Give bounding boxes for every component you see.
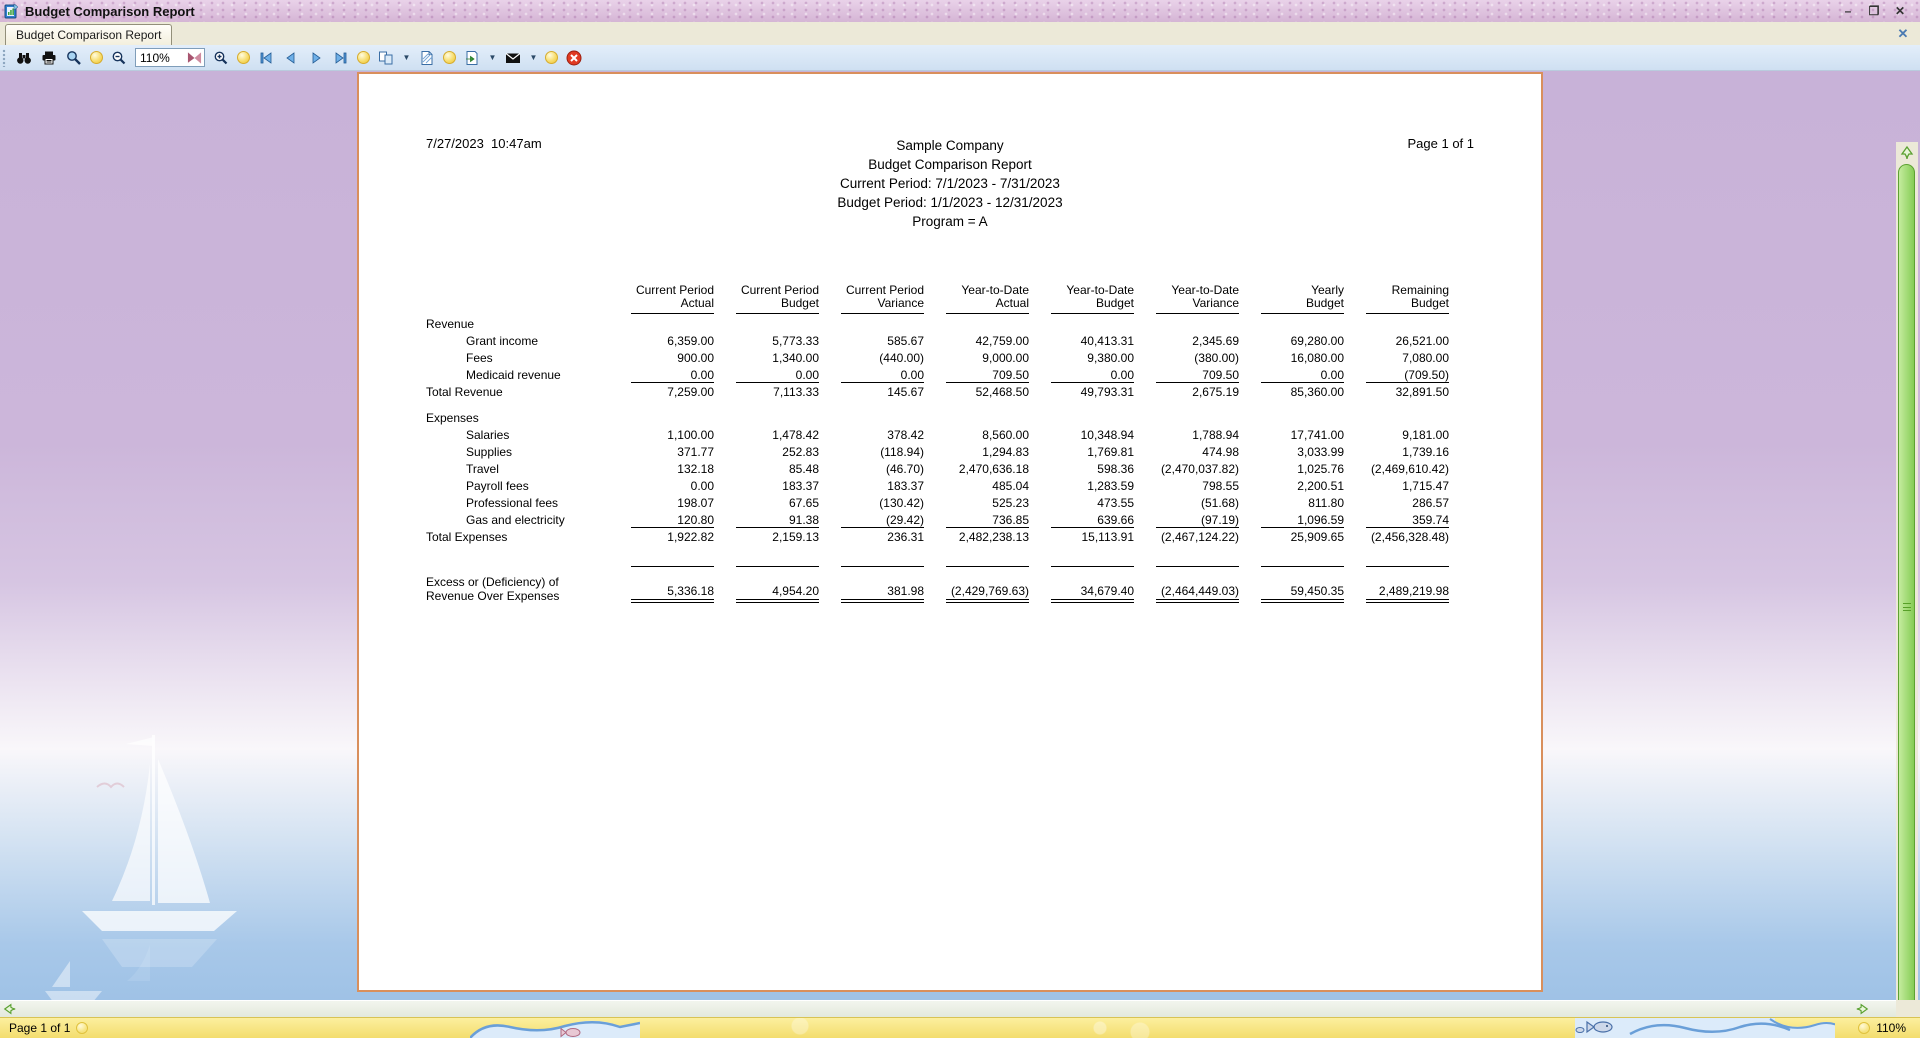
first-page-icon [258,50,274,66]
item-row [426,348,1449,365]
cell-value: 2,200.51 [1297,479,1344,493]
binoculars-icon [16,50,32,66]
cell-value: 9,181.00 [1402,428,1449,442]
column-header: Remaining Budget [1344,270,1449,314]
small-boat-decoration [40,959,110,1000]
cell-value: (118.94) [880,445,924,459]
report-program-filter: Program = A [912,214,988,229]
row-label: Fees [466,351,493,365]
envelope-icon [505,50,521,66]
cell-value: (2,469,610.42) [1370,462,1449,476]
total-value: 145.67 [819,382,924,399]
cell-value: 1,025.76 [1297,462,1344,476]
vertical-scrollbar[interactable] [1896,142,1918,1000]
cell-value: 709.50 [992,368,1029,382]
cell-value: 8,560.00 [982,428,1029,442]
cell-value: 1,478.42 [772,428,819,442]
grand-total-value: (2,464,449.03) [1134,566,1239,603]
cell-value: 378.42 [887,428,924,442]
cell-value: (97.19) [1200,513,1239,527]
column-header: Yearly Budget [1239,270,1344,314]
magnifier-minus-icon [111,50,127,66]
total-value: 32,891.50 [1344,382,1449,399]
item-row [426,476,1449,493]
magnifier-plus-icon [213,50,229,66]
cell-value: (130.42) [879,496,924,510]
email-caret-icon[interactable]: ▼ [529,53,538,62]
cell-value: 91.38 [788,513,819,527]
section-label: Expenses [426,411,479,425]
cell-value: 2,345.69 [1192,334,1239,348]
report-title: Budget Comparison Report [868,157,1032,172]
row-label: Gas and electricity [466,513,565,527]
cell-value: 1,294.83 [982,445,1029,459]
cell-value: (440.00) [879,351,924,365]
cell-value: 9,000.00 [982,351,1029,365]
column-header: Year-to-Date Actual [924,270,1029,314]
theme-bullet-icon [90,51,103,64]
column-header: Current Period Actual [609,270,714,314]
theme-bullet-icon [545,51,558,64]
cell-value: 85.48 [788,462,819,476]
horizontal-scrollbar[interactable] [0,1000,1896,1017]
page-layout-button[interactable] [377,49,395,67]
cell-value: 0.00 [690,368,714,382]
tab-budget-comparison-report[interactable]: Budget Comparison Report [5,24,172,45]
report-print-date: 7/27/2023 10:47am [426,136,542,151]
print-button[interactable] [40,49,58,67]
report-page [357,72,1543,992]
cell-value: 811.80 [1308,496,1344,510]
item-row [426,459,1449,476]
cell-value: (29.42) [885,513,924,527]
zoom-level-field[interactable] [135,48,205,67]
total-value: 15,113.91 [1029,527,1134,544]
theme-bullet-icon [357,51,370,64]
cell-value: 120.80 [677,513,714,527]
section-fill [609,408,1449,425]
total-value: 49,793.31 [1029,382,1134,399]
row-label: Medicaid revenue [466,368,561,382]
toolbar-grip[interactable] [2,49,7,67]
cell-value: 0.00 [795,368,819,382]
stop-button[interactable] [565,49,583,67]
cell-value: 2,470,636.18 [958,462,1029,476]
cell-value: 286.57 [1412,496,1449,510]
total-value: 52,468.50 [924,382,1029,399]
scroll-right-icon[interactable] [1855,1002,1869,1016]
section-header-row [426,314,1449,331]
cell-value: 7,080.00 [1402,351,1449,365]
cell-value: 736.85 [992,513,1029,527]
watermark-button[interactable] [418,49,436,67]
section-label: Revenue [426,317,475,331]
cell-value: 252.83 [782,445,819,459]
row-label: Professional fees [466,496,559,510]
zoom-actual-button[interactable] [65,49,83,67]
total-value: 2,482,238.13 [924,527,1029,544]
first-page-button[interactable] [257,49,275,67]
hatched-document-icon [419,50,435,66]
tab-strip [0,22,1920,45]
total-value: 85,360.00 [1239,382,1344,399]
zoom-apply-icon[interactable] [187,51,202,65]
total-value: 2,675.19 [1134,382,1239,399]
multi-page-icon [378,50,394,66]
total-value: (2,467,124.22) [1134,527,1239,544]
cell-value: 371.77 [677,445,714,459]
email-button[interactable] [504,49,522,67]
total-value: (2,456,328.48) [1344,527,1449,544]
report-budget-period: Budget Period: 1/1/2023 - 12/31/2023 [837,195,1063,210]
cell-value: 40,413.31 [1080,334,1134,348]
window-icon [4,3,20,19]
report-viewport [0,71,1920,1000]
cell-value: 1,096.59 [1297,513,1344,527]
total-value: 7,113.33 [714,382,819,399]
zoom-out-button[interactable] [110,49,128,67]
total-label: Total Expenses [426,530,508,544]
grand-total-value: 59,450.35 [1239,566,1344,603]
table-header-row [426,270,1449,314]
grand-total-value: 2,489,219.98 [1344,566,1449,603]
cell-value: (709.50) [1404,368,1449,382]
row-label: Travel [466,462,499,476]
previous-page-button[interactable] [282,49,300,67]
maximize-button[interactable]: ❐ [1868,4,1880,18]
cell-value: 585.67 [887,334,924,348]
cell-value: 26,521.00 [1395,334,1449,348]
total-value: 7,259.00 [609,382,714,399]
cell-value: 900.00 [677,351,714,365]
report-current-period: Current Period: 7/1/2023 - 7/31/2023 [840,176,1060,191]
cell-value: 5,773.33 [772,334,819,348]
cell-value: 1,283.59 [1087,479,1134,493]
section-header-row [426,408,1449,425]
total-value: 1,922.82 [609,527,714,544]
grand-total-label: Excess or (Deficiency) of Revenue Over Expenses [426,575,560,603]
row-label: Supplies [466,445,513,459]
theme-bullet-icon [1858,1022,1870,1034]
row-label: Salaries [466,428,510,442]
cell-value: 798.55 [1202,479,1239,493]
fish-icon [560,1022,582,1038]
row-label: Payroll fees [466,479,529,493]
cell-value: 9,380.00 [1087,351,1134,365]
spacer-row [426,553,1449,566]
total-row [426,527,1449,544]
cell-value: 17,741.00 [1290,428,1344,442]
window-title: Budget Comparison Report [25,3,195,19]
cell-value: 67.65 [788,496,819,510]
cell-value: (51.68) [1200,496,1239,510]
previous-page-icon [283,50,299,66]
vertical-scroll-thumb[interactable] [1898,164,1915,1000]
cell-value: 474.98 [1202,445,1239,459]
page-layout-caret-icon[interactable]: ▼ [402,53,411,62]
grand-total-value: 34,679.40 [1029,566,1134,603]
wave-decoration [1575,1018,1835,1038]
cell-value: 709.50 [1202,368,1239,382]
cell-value: 525.23 [992,496,1029,510]
cell-value: (2,470,037.82) [1160,462,1239,476]
next-page-button[interactable] [307,49,325,67]
cell-value: 1,769.81 [1087,445,1134,459]
cell-value: 485.04 [992,479,1029,493]
spacer [426,553,1449,566]
row-label: Grant income [466,334,539,348]
last-page-icon [333,50,349,66]
cell-value: 183.37 [887,479,924,493]
column-header: Year-to-Date Variance [1134,270,1239,314]
theme-bullet-icon [76,1022,88,1034]
scrollbar-corner [1896,1000,1920,1017]
magnifier-icon [66,50,82,66]
cell-value: 359.74 [1412,513,1449,527]
cell-value: 1,100.00 [667,428,714,442]
cell-value: 42,759.00 [975,334,1029,348]
item-row [426,365,1449,382]
export-caret-icon[interactable]: ▼ [488,53,497,62]
item-row [426,510,1449,527]
cell-value: (380.00) [1194,351,1239,365]
total-value: 2,159.13 [714,527,819,544]
toolbar [0,45,1920,71]
status-page-info: Page 1 of 1 [9,1021,71,1035]
item-row [426,493,1449,510]
total-row [426,382,1449,399]
status-zoom-info: 110% [1876,1021,1906,1035]
spacer [426,399,1449,408]
wave-decoration [470,1018,640,1038]
total-label: Total Revenue [426,385,503,399]
report-table [426,270,1449,603]
zoom-input[interactable] [140,51,180,65]
grand-total-value: 4,954.20 [714,566,819,603]
column-header: Year-to-Date Budget [1029,270,1134,314]
report-company: Sample Company [896,138,1004,153]
spacer-row [426,399,1449,408]
status-bar [0,1017,1920,1038]
printer-icon [41,50,57,66]
cell-value: 183.37 [782,479,819,493]
column-header-spacer [426,270,609,314]
spacer-row [426,544,1449,553]
scroll-left-icon[interactable] [3,1002,17,1016]
cell-value: 16,080.00 [1290,351,1344,365]
next-page-icon [308,50,324,66]
item-row [426,331,1449,348]
cell-value: 0.00 [1320,368,1344,382]
sailboat-decoration [42,719,272,989]
grand-total-value: 5,336.18 [609,566,714,603]
cell-value: 473.55 [1097,496,1134,510]
export-button[interactable] [463,49,481,67]
theme-bullet-icon [237,51,250,64]
cell-value: 1,715.47 [1402,479,1449,493]
cell-value: 1,739.16 [1402,445,1449,459]
item-row [426,425,1449,442]
cell-value: 1,788.94 [1192,428,1239,442]
minimize-button[interactable]: – [1844,4,1852,18]
cell-value: 6,359.00 [667,334,714,348]
title-bar [0,0,1920,22]
last-page-button[interactable] [332,49,350,67]
cell-value: 0.00 [1110,368,1134,382]
report-page-label: Page 1 of 1 [1407,136,1474,151]
cell-value: 10,348.94 [1080,428,1134,442]
zoom-in-button[interactable] [212,49,230,67]
grand-total-value: 381.98 [819,566,924,603]
stop-icon [566,50,582,66]
cell-value: 598.36 [1097,462,1134,476]
cell-value: 1,340.00 [772,351,819,365]
total-value: 25,909.65 [1239,527,1344,544]
cell-value: (46.70) [885,462,924,476]
tab-close-icon[interactable]: ✕ [1897,26,1909,41]
cell-value: 132.18 [677,462,714,476]
find-button[interactable] [15,49,33,67]
scroll-up-icon[interactable] [1899,145,1915,161]
close-button[interactable]: ✕ [1894,4,1906,18]
cell-value: 69,280.00 [1290,334,1344,348]
scroll-grip-icon [1903,603,1911,611]
column-header: Current Period Budget [714,270,819,314]
grand-total-row [426,566,1449,603]
cell-value: 639.66 [1097,513,1134,527]
total-value: 236.31 [819,527,924,544]
cell-value: 0.00 [900,368,924,382]
grand-total-value: (2,429,769.63) [924,566,1029,603]
theme-bullet-icon [443,51,456,64]
cell-value: 3,033.99 [1297,445,1344,459]
export-page-icon [464,50,480,66]
column-header: Current Period Variance [819,270,924,314]
item-row [426,442,1449,459]
cell-value: 198.07 [677,496,714,510]
cell-value: 0.00 [690,479,714,493]
section-fill [609,314,1449,331]
spacer [426,544,1449,553]
